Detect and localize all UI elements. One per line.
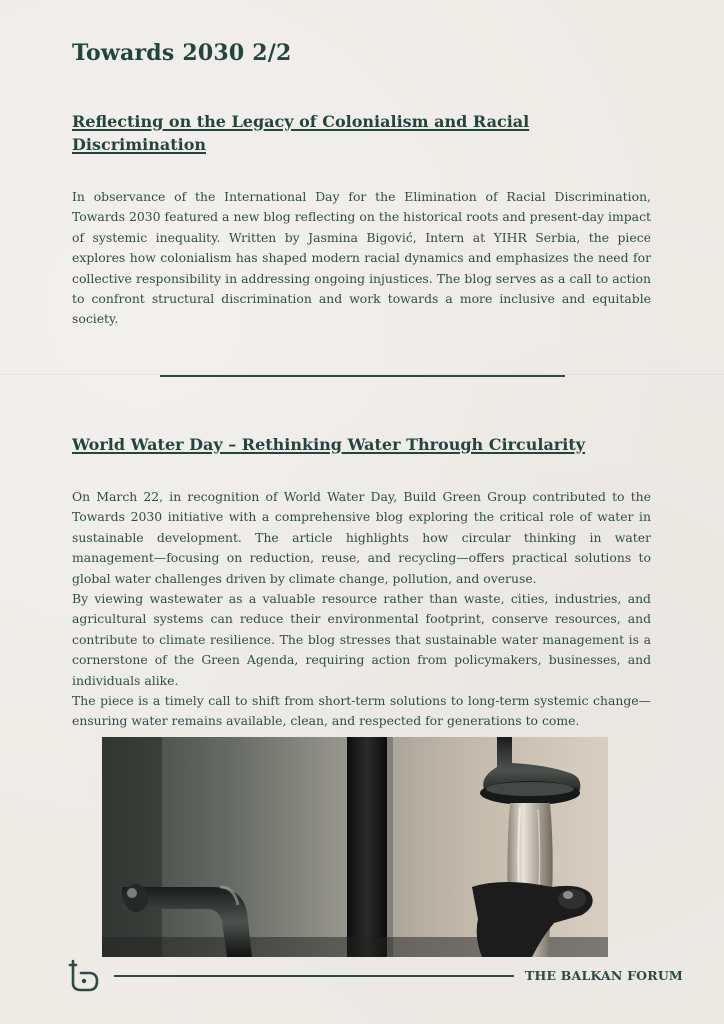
footer-rule — [114, 975, 514, 977]
section-body-water-day — [72, 487, 651, 732]
water-tap-illustration — [102, 737, 608, 957]
paragraph: The piece is a timely call to shift from short-term solutions to long-term systemic change—ensuring water remains available, clean, and respected for generations to come. — [72, 693, 651, 729]
page-title: Towards 2030 2/2 — [72, 40, 292, 66]
paragraph: On March 22, in recognition of World Water Day, Build Green Group contributed to the Towards 2030 initiative with a comprehensive blog exploring the critical role of water in sustainable development. The article highlights how circular thinking in water management—focusing on reduction, reuse, and recycling—offers practical solutions to global water challenges driven by climate change, pollution, and overuse. — [72, 489, 651, 586]
section-body-colonialism: In observance of the International Day for the Elimination of Racial Discrimination, Towards 2030 featured a new blog reflecting on the historical roots and present-day impact of systemic inequality. Written by Jasmina Bigović, Intern at YIHR Serbia, the piece explores how colonialism has shaped modern racial dynamics and emphasizes the need for collective responsibility in addressing ongoing injustices. The blog serves as a call to action to confront structural discrimination and work towards a more inclusive and equitable society. — [72, 189, 651, 327]
footer-brand: THE BALKAN FORUM — [525, 968, 683, 983]
section-heading-colonialism: Reflecting on the Legacy of Colonialism and Racial Discrimination — [72, 112, 530, 154]
water-tap-photo — [102, 737, 608, 957]
paragraph: By viewing wastewater as a valuable resource rather than waste, cities, industries, and agricultural systems can reduce their environmental footprint, conserve resources, and contribute to climate resilience. The blog stresses that sustainable water management is a cornerstone of the Green Agenda, requiring action from policymakers, businesses, and individuals alike. — [72, 591, 651, 688]
balkan-forum-logo-icon — [67, 957, 101, 993]
section-divider — [160, 375, 565, 377]
section-heading-water-day: World Water Day – Rethinking Water Through Circularity — [72, 435, 585, 454]
